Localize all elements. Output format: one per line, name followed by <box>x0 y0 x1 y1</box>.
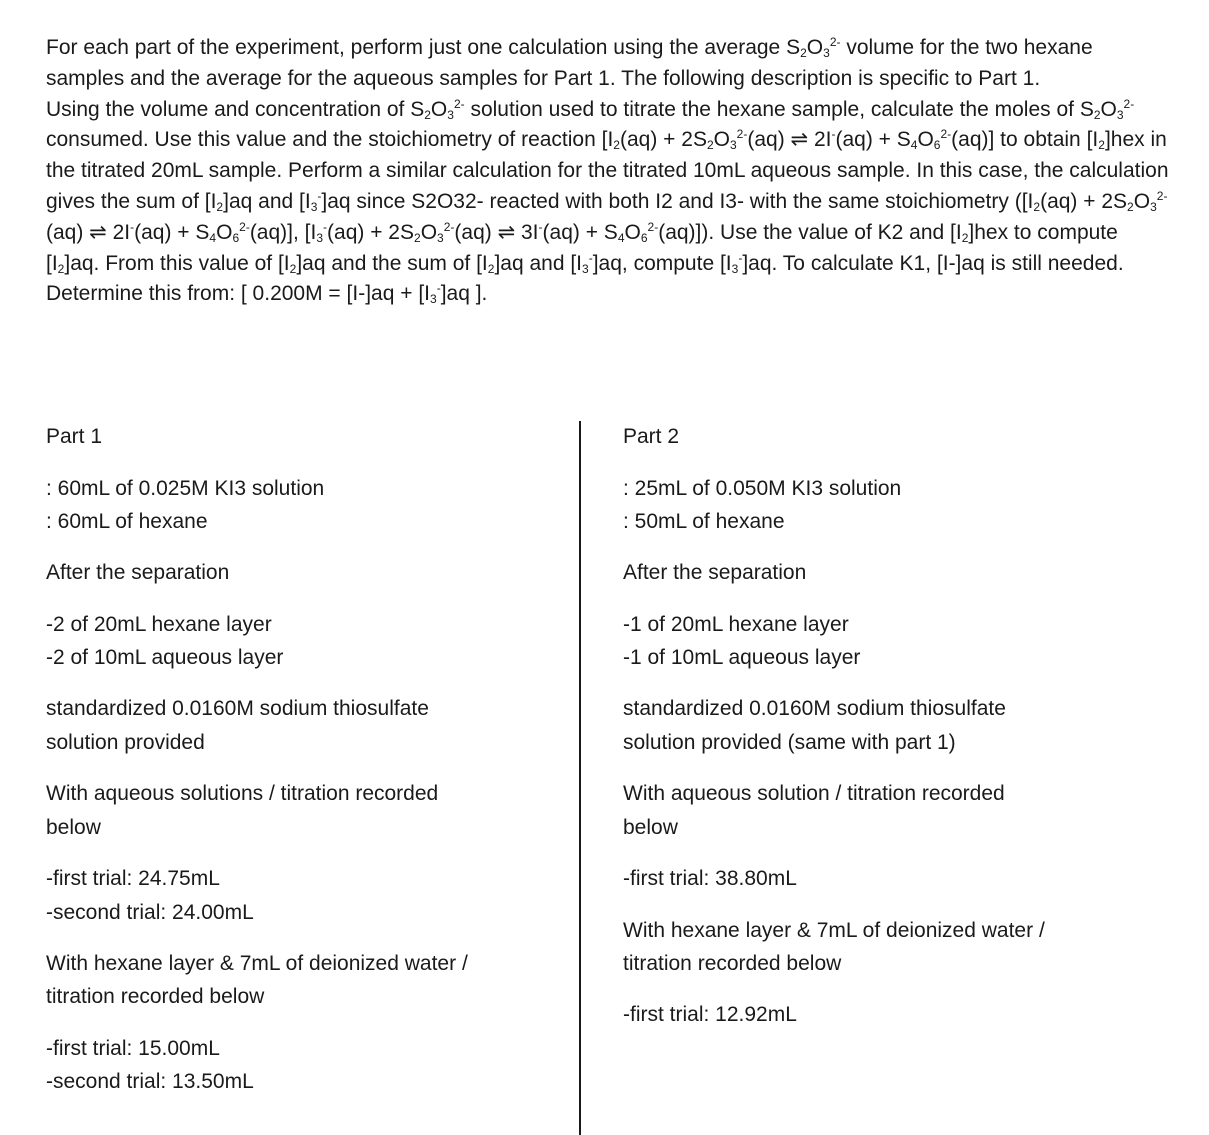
instructions-paragraph-1: For each part of the experiment, perform just one calculation using the average $S_2O_3^{2-}$ volume for the two hexane samples and the average for the aqueous samples for Part 1. The following description is specific to Part 1. <box>46 35 1093 90</box>
part-1-aqueous-trial-1: -first trial: 24.75mL <box>46 867 220 890</box>
part-1-after-separation: After the separation <box>46 561 230 584</box>
part-1-hexane-trial-1: -first trial: 15.00mL <box>46 1037 220 1060</box>
part-2-standard-line-2: solution provided (same with part 1) <box>623 731 956 754</box>
part-1-hexane-heading-2: titration recorded below <box>46 985 265 1008</box>
part-2-hexane: : 50mL of hexane <box>623 510 785 533</box>
part-2-aqueous-trial-1: -first trial: 38.80mL <box>623 867 797 890</box>
part-2-hexane-layer: -1 of 20mL hexane layer <box>623 613 849 636</box>
part-2-hexane-heading-2: titration recorded below <box>623 952 842 975</box>
part-2-hexane-heading-1: With hexane layer & 7mL of deionized water / <box>623 919 1045 942</box>
part-1-hexane-layer: -2 of 20mL hexane layer <box>46 613 272 636</box>
part-2-after-separation: After the separation <box>623 561 807 584</box>
column-divider <box>579 421 581 1135</box>
part-1-standard-line-1: standardized 0.0160M sodium thiosulfate <box>46 697 429 720</box>
part-1-solution: : 60mL of 0.025M KI3 solution <box>46 477 325 500</box>
part-2-hexane-trial-1: -first trial: 12.92mL <box>623 1003 797 1026</box>
part-2-aqueous-heading-1: With aqueous solution / titration recorded <box>623 782 1005 805</box>
part-2-standard-line-1: standardized 0.0160M sodium thiosulfate <box>623 697 1006 720</box>
part-1-aqueous-heading-2: below <box>46 816 101 839</box>
part-2-aqueous-heading-2: below <box>623 816 678 839</box>
part-2-title: Part 2 <box>623 425 680 448</box>
part-1-title: Part 1 <box>46 425 103 448</box>
instructions <box>46 33 1176 310</box>
part-2-aqueous-layer: -1 of 10mL aqueous layer <box>623 646 861 669</box>
part-1-aqueous-layer: -2 of 10mL aqueous layer <box>46 646 284 669</box>
part-1-hexane-trial-2: -second trial: 13.50mL <box>46 1070 254 1093</box>
part-1-hexane: : 60mL of hexane <box>46 510 208 533</box>
part-1-standard-line-2: solution provided <box>46 731 205 754</box>
part-1-aqueous-heading-1: With aqueous solutions / titration recorded <box>46 782 439 805</box>
part-1-hexane-heading-1: With hexane layer & 7mL of deionized water / <box>46 952 468 975</box>
part-1-aqueous-trial-2: -second trial: 24.00mL <box>46 901 254 924</box>
instructions-paragraph-2: Using the volume and concentration of $S_2O_3^{2-}$ solution used to titrate the hexane sample, calculate the moles of $S_2O_3^{2-}$ consumed. Use this value and the stoichiometry of reaction [$I_2(aq) + 2S_2O_3^{2-}(aq)$ ⇌ $2I^-(aq) + S_4O_6^{2-}(aq)$] to obtain $[I_2]hex$ in the titrated 20mL sample. Perform a similar calculation for the titrated 10mL aqueous sample. In this case, the calculation gives the sum of $[I_2]aq$ and $[I_3^-]aq$ since S2O32- reacted with both I2 and I3- with the same stoichiometry ([$I_2(aq) + 2S_2O_3^{2-}(aq)$ ⇌ $2I^-(aq) + S_4O_6^{2-}(aq)$], [$I_3^-(aq) + 2S_2O_3^{2-}(aq)$ ⇌ $3I^-(aq) + S_4O_6^{2-}(aq)$]). Use the value of K2 and $[I_2]hex$ to compute $[I_2]aq$. From this value of $[I_2]aq$ and the sum of $[I_2]aq$ and $[I_3^-]aq$, compute $[I_3^-]aq$. To calculate K1, [I-]aq is still needed. Determine this from: [ $0.200M = [I-]aq + [I_3^-]aq$ ]. <box>46 96 1169 307</box>
part-2-solution: : 25mL of 0.050M KI3 solution <box>623 477 902 500</box>
